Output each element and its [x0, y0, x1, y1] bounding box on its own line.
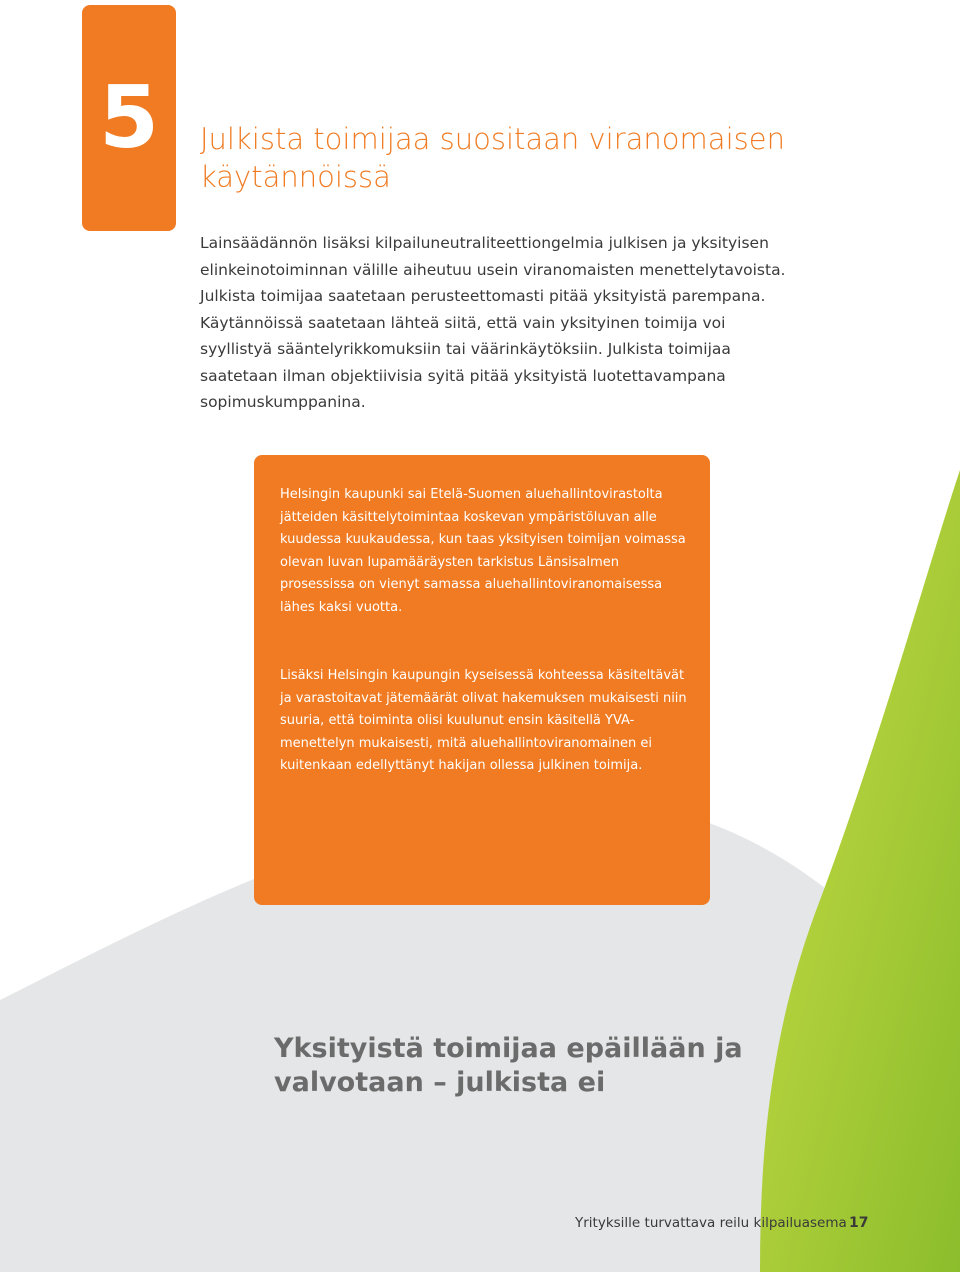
- chapter-number-badge: [82, 5, 176, 231]
- intro-paragraph: Lainsäädännön lisäksi kilpailuneutraliteettiongelmia julkisen ja yksityisen elinkeinotoiminnan välille aiheutuu usein viranomaisten menettelytavoista. Julkista toimijaa saatetaan perusteettomasti pitää yksityistä parempana. Käytännöissä saatetaan lähteä siitä, että vain yksityinen toimija voi syyllistyä sääntelyrikkomuksiin tai väärinkäytöksiin. Julkista toimijaa saatetaan ilman objektiivisia syitä pitää yksityistä luotettavampana sopimuskumppanina.: [200, 234, 786, 411]
- page-number: 17: [849, 1215, 869, 1231]
- section-title: Julkista toimijaa suositaan viranomaisen käytännöissä: [200, 122, 785, 194]
- footer-publication-title: Yrityksille turvattava reilu kilpailuasema: [575, 1215, 847, 1231]
- pull-quote-headline: Yksityistä toimijaa epäillään ja valvotaan – julkista ei: [274, 1033, 743, 1098]
- case-example-paragraph-2: Lisäksi Helsingin kaupungin kyseisessä kohteessa käsiteltävät ja varastoitavat jätemäärät olivat hakemuksen mukaisesti niin suuria, että toiminta olisi kuulunut ensin käsitellä YVA-menettelyn mukaisesti, mitä aluehallintoviranomainen ei kuitenkaan edellyttänyt hakijan ollessa julkinen toimija.: [280, 668, 687, 773]
- case-example-paragraph-1: Helsingin kaupunki sai Etelä-Suomen aluehallintovirastolta jätteiden käsittelytoimintaa koskevan ympäristöluvan alle kuudessa kuukaudessa, kun taas yksityisen toimijan voimassa olevan luvan lupamääräysten tarkistus Länsisalmen prosessissa on vienyt samassa aluehallintoviranomaisessa lähes kaksi vuotta.: [280, 487, 686, 615]
- chapter-number: 5: [99, 68, 159, 168]
